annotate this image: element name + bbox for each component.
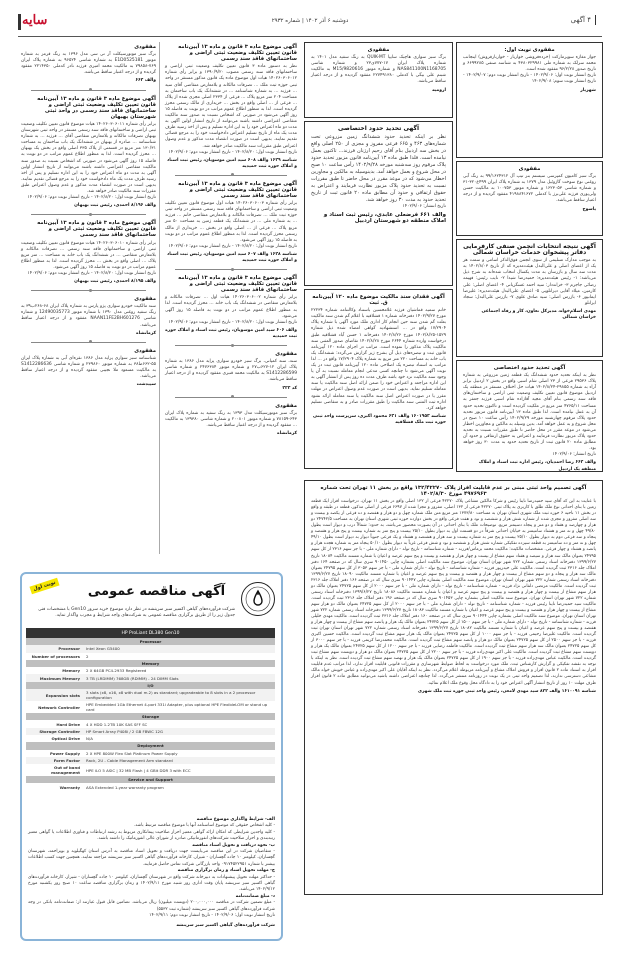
spec-key: Form Factor <box>26 757 84 764</box>
spec-main-header <box>26 628 275 638</box>
spec-value: Intel Xeon G5400 <box>84 645 275 652</box>
spec-group-header <box>26 682 275 689</box>
tender-conditions <box>28 817 275 929</box>
column-4 <box>18 42 160 554</box>
notice-signature: شناسه ۱۶۰۱۹۵۳ والف ۶۳۱ محمود اکبری، سرپرست واحد ثبتی حوزه ثبت ملک قشلاقیه <box>312 413 446 425</box>
spec-key: Hard Drive <box>56 721 80 727</box>
condition-line: - کلیه واجدین شرایطی که امکان ارائه گواهی معتبر احراز صلاحیت پیمانکاری مربوط به رشته ارتباطات و فناوری اطلاعات یا گواهی معتبر رتبه‌بندی و احراز صلاحیت شرکت‌های انفورماتیکی صادره از شورای عالی انفورماتیک را داشته باشند. <box>28 829 275 842</box>
section-divider <box>595 15 596 25</box>
spec-key: Memory <box>62 668 80 674</box>
notice-dates: تاریخ انتشار نوبت اول: ۱۴۰۲/۹/۰۶ - تاریخ انتشار نوبت دوم: ۱۴۰۲/۹/۰۷ - تاریخ انتشار نوبت سوم: ۱۴۰۲/۹/۰۸ <box>463 73 597 85</box>
spec-row <box>26 750 275 757</box>
notice-dates: تاریخ انتشار نوبت اول: ۱۴۰۲/۸/۲۰ - تاریخ انتشار نوبت دوم: ۱۴۰۲/۹/۰۶ <box>168 319 297 325</box>
spec-row <box>26 783 275 790</box>
notice-behbahan-2 <box>21 220 156 285</box>
notice-body: به موجب مدارک تسلیمی از سوی انجمن فوق‌الذکر اسامی و سمت هر یک از اعضای اصلی و علی‌البدل هیئت‌مدیره که از تاریخ ۱۴۰۲/۸/۰۳ به مدت سه سال و بازرسان به مدت یکسال انتخاب شده‌اند به شرح ذیل می‌باشد: ۱- رئیس هیئت‌مدیره: حمیدرضا شیدا ۲- نایب رئیس: فهیمه رضائی جاجرم ۳- خزانه‌دار: سید احمد عسگریانی ۴- اعضای اصلی: علی کارمین، میلاد آقایی دیزانلویی ۵- اعضای علی‌البدل هیئت‌مدیره: علیرضا ایمانپور ۶- بازرس اصلی: سید صادق علوی ۷- بازرس علی‌البدل: سجاد ایزانلو <box>463 258 597 306</box>
spec-value: 4 X HDD 1.2TB 10K SAS SFF SC <box>86 721 148 727</box>
separator <box>31 290 146 291</box>
notice-boundary-2 <box>304 121 453 286</box>
notice-body: با عنایت به این که آقای سید حمیدرضا ناینا رئیس و شرکا مالکین مشاعی پلاک ۴۲۲۷۰ فرعی از ۱۳۲ اصلی واقع در بخش ۱۱ تهران، درخواست افراز ایک قطعه زمین با بنای احداثی نوع ملک طلق با کاربری به پلاک ثبتی ۴۲۲۷۰ فرعی از ۱۳۲ اصلی، مفروز و مجزا شده از ۶۶۹۷ فرعی از اصلی مذکور، قطعه در طبقه و واقع در بخش ۱۱ ناحیه ۶ حوزه ثبت ملک شهری استان تهران به مساحت ۱۳۷۳/۸۰ متر مربع متن ملک شماره چهل و دو هزار و هفتصد و ده فرعی از یکصد و بیست و سه اصلی مفروز و مجزی شده از شماره شش هزار و ششصد و نود و هفت فرعی واقع در بخش دوازده حوزه ثبتی شهری استان تهران به مساحت ۲۴۷۴۲/۵ دو هزار و چهارصد و هفتاد و دو متر و پنجاه دسیمتر مربع. توضیحات ملک با بنای احداثی در آن بصورت محصور می‌باشد، به حدود: شمالاً درب و دیوار است بطول ۴۹/۸۰ چهل و نه متر و هشتاد سانتیمتر به خیابان احداثی شرقاً در دو قسمت اول به دیوار بطول ۲۵/۱۰ بیست و پنج متر به شماره بیست و پنج هزار و هفتصد و پنجاه و سه فرعی دوم به دیوار بطول ۲۵/۱۰ بیست و پنج متر به شماره بیست و سه هزار و هشتصد و هشتاد و یک فرعی جنوباً دیوار به دیوار است بطول ۴۹/۱۰ چهل و نه متر و ده سانتیمتر به قطعه سیزده تفکیکی شماره شش هزار و ششصد و نود و شش فرعی غرباً به دیوار بطول ۵۰/۱۰ پنجاه متر به شماره هجده هزار و پانصد و هشتاد و چهار فرعی. مشخصات مالکیت: مالکیت محمد برماس/فرزند - شماره شناسنامه - تاریخ تولد - دارای شماره ملی - با جز سهم ۲۳۱۶ از کل سهم ۲۴۷۹۵ بعنوان مالک سه هزار و سیصد و هفتاد سهم مشاع از بیست و چهار هزار و هفتصد و بیست و پنج سهم عرصه و اعیان با شماره مستند مالکیت ۱۸۰۸۴ تاریخ ۱۳۹۹/۶/۲۷ دفترخانه اسناد رسمی شماره ۷۲۲ شهر تهران استان تهران، موضوع سند مالکیت اصلی بشماره چاپی ۹۰۱۴۵۰ سری سال که در صفحه ۱۶۴ دفتر املاک جلد ۲۳۱۶ ثبت گردیده است. مالکیت علی حیدرپور فرزند - شماره شناسنامه - تاریخ تولد - دارای شماره ملی - با جز سهم ۳۰۵۳ از کل سهم ۲۴۷۹۵ بعنوان مالک سه هزار و پنجاه و دو سهم مشاع از بیست و چهار هزار و هفتصد و بیست و پنج سهم عرصه و اعیان با شماره مستند مالکیت ۱۸۰۹۰ تاریخ ۱۳۹۹/۶/۲۷ دفترخانه اسناد رسمی شماره ۷۲۲ شهر تهران استان تهران، موضوع سند مالکیت اصلی بشماره چاپی ۹۰۱۴۴۷ سری سال که در صفحه ۱۶۶ دفتر املاک جلد ۲۳۱۶ ثبت گردیده است. مالکیت مرتضی دلفانی نژاد فرزند - شماره شناسنامه - تاریخ تولد - دارای شماره ملی - با جز سهم ۲۰۰۰ از کل سهم ۲۴۷۲۵ بعنوان مالک دو هزار سهم مشاع از بیست و چهار هزار و هفتصد و بیست و پنج سهم عرصه و اعیان با شماره مستند مالکیت ۱۸۰۸۶ تاریخ ۱۳۹۹/۶/۲۷ دفترخانه اسناد رسمی شماره ۷۲۲ شهر تهران استان تهران، موضوع سند مالکیت اصلی بشماره چاپی ۹۰۱۴۵۳ سری سال که در صفحه ۱۹۶ دفتر املاک جلد ۲۳۱۶ ثبت گردیده است. مالکیت سید حمیدرضا ناینا رئیس فرزند - شماره شناسنامه - تاریخ تولد - دارای شماره ملی - با جز سهم ۲۰۰۰ از کل سهم ۲۴۷۲۵ بعنوان مالک دو هزار سهم مشاع از بیست و چهار هزار و هفتصد و بیست و پنج سهم عرصه و اعیان با شماره مستند مالکیت ۱۸۰۸۳ تاریخ ۱۳۹۹/۶/۲۷ دفترخانه اسناد رسمی شماره ۷۲۲ شهر تهران استان تهران، موضوع سند مالکیت اصلی بشماره چاپی ۹۰۱۴۴۴ سری سال که در صفحه ۱۶۰ دفتر املاک جلد ۲۳۱۶ ثبت گردیده است. مالکیت مهدی خلیلی فرزند - شماره شناسنامه - تاریخ تولد - دارای شماره ملی - با جز سهم ۱۵۰۰ از کل سهم ۲۴۷۲۵ بعنوان مالک یک هزار و پانصد سهم مشاع از بیست و چهار هزار و هفتصد و بیست و پنج سهم عرصه و اعیان با شماره مستند مالکیت ۱۸۰۸۲ تاریخ ۱۳۹۹/۶/۲۷ دفترخانه اسناد رسمی شماره ۷۲۲ شهر تهران استان تهران ثبت گردیده است. مالکیت علیرضا رحیمی فرزند - با جز سهم ۱۰۰۰ از کل سهم ۲۴۷۲۵ بعنوان مالک یک هزار سهم مشاع ثبت گردیده است. مالکیت حسین اکبری فرزند - با جز سهم ۲۵۰۰ از کل سهم ۲۴۷۲۵ بعنوان مالک دو هزار و پانصد سهم مشاع ثبت گردیده است. مالکیت محمدرضا کریمی فرزند - با جز سهم ۳۰۰۰ از کل سهم ۲۴۷۲۵ بعنوان مالک سه هزار سهم مشاع ثبت گردیده است. مالکیت فاطمه رضایی فرزند - با جز سهم ۱۲۰۰ از کل سهم ۲۴۷۲۵ بعنوان مالک یک هزار و دویست سهم مشاع ثبت گردیده است. مالکیت علی اکبر مهدی‌زاده فرزند - با جز سهم ۲۲۰۰ از کل سهم ۲۴۷۲۵ بعنوان مالک دو هزار و دویست سهم مشاع ثبت گردیده است. مالکیت عباس مهدی‌زاده فرزند - با جز سهم ۱۹۰۰ از کل سهم ۲۴۷۲۵ بعنوان مالک یک هزار و نهصد سهم مشاع ثبت گردیده است. نظر به اینکه با توجه به نقشه تفکیکی و گزارش کارشناس ثبت، ملک مورد درخواست به لحاظ ضوابط شهرسازی و مقررات قانونی قابلیت افراز ندارد، لذا مراتب عدم قابلیت افراز به استناد ماده ۲ قانون افراز و فروش املاک مشاع و آیین‌نامه مربوطه اعلام می‌گردد. نظر به اینکه آقایان علی اکبر مهدی‌زاده و عباس خویش خواه مالک مشاعی دسترسی ندارند، لذا تصمیم واحد ثبتی در یک نوبت در روزنامه منتشر می‌گردد. لذا چنانچه اعتراضی داشته باشید می‌توانید مطابق ماده ۲ قانون افراز ظرف مهلت ۱۰ روز از تاریخ انتشار آگهی اعتراض خود را به دادگاه محل وقوع ملک اعلام نمائید. <box>311 499 597 686</box>
spec-title: HP ProLiant DL380 Gen10 <box>26 628 275 638</box>
notice-title: آگهی نتیجه انتخابات انجمن صنفی کارفرمایی دفاتر پیشخوان خدمات خراسان شمالی <box>463 243 596 257</box>
notice-title: مفقودی نوبت اول: <box>504 47 555 53</box>
notice-signature: والف ۶۰۶ سید امین موسویان، رئیس ثبت اسناد و املاک حوزه ثبت حمیدیه <box>165 327 297 339</box>
notice-title: مفقودی <box>275 402 297 409</box>
separator <box>31 342 146 343</box>
section-label <box>571 15 596 25</box>
spec-key: Network Controller <box>38 704 80 710</box>
spec-group-header <box>26 776 275 783</box>
notice-dates: تاریخ انتشار: ۱۴۰۲/۹/۰۶ <box>552 452 596 458</box>
spec-key: Storage Controller <box>26 728 84 735</box>
spec-key: Warranty <box>59 784 80 790</box>
notice-lost-peugeot-doc <box>21 296 156 337</box>
notice-signature: والف ۶۶۱ فرضعلی عابدی، رئیس ثبت اسناد و املاک منطقه دو شهرستان اردبیل <box>323 212 446 225</box>
condition-heading: الف- شرایط واگذاری موضوع مناقصه <box>196 817 275 822</box>
notice-title: مفقودی <box>275 351 297 358</box>
notice-lost-pride-doc <box>165 351 297 392</box>
column-1 <box>456 42 603 472</box>
spec-value: HPE Embedded 1Gb Ethernet 4-port 331i Adapter, plus optional HPE FlexibleLOM or stand up card <box>86 702 268 713</box>
notice-signature: کرمانشاه <box>135 330 156 336</box>
spec-key: Optical Drive <box>51 736 80 742</box>
newspaper-logo: سایه <box>22 13 48 28</box>
notice-lost-truck-doc <box>456 161 603 236</box>
condition-line: - حداکثر مهلت تحویل پیشنهادات به دبیرخانه شرکت واقع در شهرستان گچساران، کیلومتر ۱۰ جاده گچساران - شیراز، کارخانه فرآورده‌های گیاهی اکسیر سبز سرینشه پایان وقت اداری روز شنبه مورخ ۱۴۰۲/۹/۱۱ و زمان برگزاری مناقصه ساعت ۱۰ صبح روز یکشنبه مورخ ۱۴۰۲/۹/۱۲ می‌باشد. <box>28 874 276 893</box>
spec-value: ASA Extended 1-year warranty program <box>86 784 164 790</box>
page-number: ۴ <box>587 16 591 24</box>
spec-key: Expansion slots <box>26 689 84 701</box>
issue-date: دوشنبه ۶ آذر ۱۴۰۲ | شماره ۲۹۳۲ <box>271 18 349 24</box>
condition-line: - کلیه اشخاص حقوقی که موضوع اساسنامه آنها با موضوع مناقصه مرتبط باشد. <box>133 823 275 829</box>
notice-signature: شناسه ۱۶۱۰۰۹۱ والف ۸۳۳ سید مهدی لامعی، رئیس واحد ثبتی حوزه ثبت ملک شهری <box>418 688 596 694</box>
first-round-badge: نوبت اول <box>29 578 59 595</box>
spec-row <box>26 720 275 727</box>
notice-boundary-1 <box>456 360 603 472</box>
spec-row <box>26 645 275 652</box>
notice-body: برگ سبز کامیون کمپرسی سیستم بنز تیپ آل ۹۹/۱۶۲۴۳۱۲ به رنگ آبی روغنی نوع سوخت گازوئیل مدل ۱۳۷۹ به شماره پلاک ایران ۴۹۹ع۳۲۰-۳۱ و شماره شاسی ۱۶۲۳۰۵۳ و شماره موتور ۱۰۰۷۵۳ به مالکیت حسن ولی‌پوری فرزند علی‌برز با کدملی ۴۱۹۸۸۴۱۶۷۲ مفقود گردیده و از درجه اعتبار ساقط می‌باشد. <box>463 174 596 204</box>
notice-signature: والف ۸/۱۹۵ احمدی، رئیس ثبت بهبهان <box>74 279 156 285</box>
spec-group-header <box>26 742 275 749</box>
spec-row <box>26 674 275 681</box>
notice-lost-deed <box>304 289 453 469</box>
spec-value: N/A <box>86 736 93 742</box>
notice-signature: کد ۲۲۲ <box>282 385 297 391</box>
notice-body: برابر رأی شماره ۱۴۰۲۶۰۳۰۶۰۰۳ هیات اول موضوع قانون تعیین تکلیف وضعیت ثبتی اراضی و ساختمانهای فاقد سند رسمی مستقر در واحد ثبتی حوزه ثبت ملک … تصرفات مالکانه و بلامعارض متقاضی خانم … فرزند … به شماره ملی … در ششدانگ یک قطعه زمین به مساحت ۵۰ متر مربع پلاک … فرعی از … اصلی واقع در بخش … خریداری از مالک رسمی محرز گردیده است. لذا به منظور اطلاع عموم مراتب در دو نوبت به فاصله ۱۵ روز آگهی می‌شود. <box>165 201 297 243</box>
separator <box>175 397 287 398</box>
spec-row <box>26 728 275 735</box>
spec-row <box>26 653 275 660</box>
page-header <box>0 0 620 40</box>
spec-group-name: Processor <box>26 638 275 645</box>
notice-signature: کرمانشاه <box>276 430 297 436</box>
spec-row <box>26 667 275 674</box>
condition-line: - متقاضیان شرکت در این مناقصه می‌بایست جهت دریافت و تحویل اسناد مناقصه به آدرس استان کهگیلویه و بویراحمد، شهرستان گچساران، کیلومتر ۱۰ جاده گچساران - شیراز، کارخانه فرآورده‌های گیاهی اکسیر سبز سرینشه مراجعه نمایند. همچنین جهت کسب اطلاعات بیشتر با شماره ۰۹۱۷۴۵۲۲۹۵۱ واحد بازرگانی شرکت تماس حاصل فرمایند. <box>28 849 275 867</box>
notice-lost-pride-doc-2 <box>21 348 156 389</box>
notice-title: مفقودی <box>367 47 390 53</box>
notice-title: آگهی تحدید حدود اختصاصی <box>337 125 420 132</box>
notice-title: آگهی موضوع ماده ۳ قانون و ماده ۱۳ آیین‌نامه قانون تعیین تکلیف وضعیت ثبتی اراضی و ساختمانهای فاقد سند رسمی <box>178 180 297 200</box>
notice-signature: ارومیه <box>432 87 446 93</box>
spec-value: 3 TB (LRDIMM) 768GB (RDIMM) - 24 DIMM Slots <box>84 674 275 681</box>
notice-signature: مهدی اسلام‌خواه، مدیرکل تعاون، کار و رفاه اجتماعی خراسان شمالی <box>481 308 596 321</box>
spec-value: 2 X HPE 800W Flex Slot Platinum Power Supply <box>86 750 178 756</box>
company-emblem-icon <box>241 582 275 616</box>
header-rule <box>18 36 602 37</box>
drop-icon <box>245 586 271 612</box>
separator <box>31 214 146 215</box>
notice-signature: سپیدشت <box>136 382 156 388</box>
spec-group-header <box>26 713 275 720</box>
notice-title: آگهی تحدید حدود اختصاصی <box>493 365 566 371</box>
tender-signature: شرکت فرآورده‌های گیاهی اکسیر سبز سرینشه <box>176 922 275 928</box>
notice-land-title-2 <box>165 181 297 264</box>
spec-key: Processor <box>26 645 84 652</box>
spec-value: HPE iLO 5 ASIC | 32 MB Flash | 4 GBit DDR 3 with ECC <box>86 767 191 773</box>
spec-value: 2 X 64GB PC4-2933 Registered <box>86 668 147 674</box>
notice-land-title-3 <box>165 275 297 340</box>
condition-heading: د- مبلغ ضمانت‌نامه <box>235 893 275 899</box>
notice-body: برابر رأی شماره ۱۴۰۲۶۰۳۰۶۰۰۲ هیات اول … تصرفات مالکانه و بلامعارض متقاضی در ششدانگ یک باب خانه … محرز گردیده است. لذا به منظور اطلاع عموم مراتب در دو نوبت به فاصله ۱۵ روز آگهی می‌شود. <box>165 295 298 319</box>
notice-partition-decision <box>304 480 603 895</box>
notice-body: برابر رأی شماره ۱۴۰۲۶۰۳۰۶۰۱۱ هیات موضوع قانون تعیین تکلیف وضعیت ثبتی اراضی و ساختمانهای فاقد سند رسمی مستقر در واحد ثبتی شهرستان بهبهان تصرفات مالکانه و بلامعارض متقاضی آقای … فرزند … به شماره شناسنامه … صادره از بهبهان در ششدانگ یک باب ساختمان به مساحت ۱۳۰/۳۱ متر مربع در قسمتی از پلاک ۳۳۵ اصلی واقع در بخش یک بهبهان … محرز گردیده است. لذا به منظور اطلاع عموم مراتب در دو نوبت به فاصله ۱۵ روز آگهی می‌شود در صورتی که اشخاص نسبت به صدور سند مالکیت متقاضی اعتراضی داشته باشند می‌توانند از تاریخ انتشار اولین آگهی به مدت دو ماه اعتراض خود را به این اداره تسلیم و پس از اخذ رسید ظرف مدت یک ماه دادخواست خود را به مرجع قضائی تقدیم نمایند. بدیهی است در صورت انقضاء مدت مذکور و عدم وصول اعتراض طبق مقررات سند مالکیت صادر خواهد شد. <box>21 121 157 194</box>
notice-body: جواز مغازه سوپرمارکت (خرده‌فروشی خواربار - خواربارفروش) اینجانب محمد سرلک به شماره ملی ۴۳۸۰۳۲۹۹۸۱ به شناسه صنفی ۶۶۹۹۲۸۵ و تاریخ صدور ۹۶/۲/۲۸ مفقود شده است. <box>463 55 596 73</box>
spec-key: Out of band management <box>51 765 80 776</box>
server-spec-table <box>26 628 275 791</box>
notice-behbahan-1 <box>21 96 156 210</box>
notice-signature: شناسه ۱۶۲۹ والف ۶۰۸ سید امین موسویان، رئیس ثبت اسناد و املاک حوزه ثبت حمیدیه <box>166 157 297 169</box>
notice-land-title-1 <box>165 44 297 170</box>
tender-dates: تاریخ انتشار نوبت اول: ۱۴۰۲/۹/۰۶ - تاریخ انتشار نوبت دوم: ۱۴۰۲/۹/۱۱ <box>149 913 275 919</box>
notice-lost-moto-rtc <box>21 44 156 85</box>
spec-row <box>26 764 275 776</box>
notice-signature: یاسوج <box>582 206 596 212</box>
separator <box>175 175 287 176</box>
spec-value: 3 slots (x8, x16, x8 with dual m.2) as standard; upgradeable to 8 slots in a 2 processor configuration <box>84 689 275 701</box>
condition-heading: ب- نحوه دریافت و تحویل اسناد مناقصه <box>192 842 275 848</box>
column-3 <box>162 42 300 554</box>
spec-value: HP Smart Array P408i / 2 GB FBWC 12G <box>84 728 275 735</box>
notice-body: خانم سمیه قماشیان فرزند غلامحسین باستناد وکالتنامه شماره ۲۲۲۳۴ مورخ ۱۴۰۲/۹/۲۷ دفترخانه شماره ۱ قشلاقیه با اعلام گم شدن سند مالکیت بعلت گم شدن سند حین انجام کار اداری ملک مورد آگهی با شماره پلاک ۱۷/۲۹۰۴ واقع در … استشهادیه گواهی امضاء شده ذیل شماره ۱۵۲۹-۱۴۰۲/۸/۲۵ مورخ ۱۴۰۲/۸/۲۶ دفترخانه ۱ حسن آباد قشلاقیه طبق درخواست وارده شماره ۲۶۴۴ مورخ ۱۴۰۲/۸/۲۸ تقاضای صدور المثنی سند مالکیت پلاک مذکور را نموده است. مراتب در اجرای ماده ۱۲۰ آیین‌نامه قانون ثبت و تبصره‌های ذیل آن بشرح زیر گزارش می‌گردد: ششدانگ یک باب خانه به مساحت ۲۲۰ متر مربع به شماره پلاک ۱۷/۲۹۰۴ واقع در … لذا مراتب به استناد تبصره یک اصلاحی ماده ۱۲۰ آیین‌نامه قانون ثبت در یک نوبت آگهی می‌شود تا چنانچه کسی مدعی انجام معامله نسبت به آن یا وجود سند مالکیت نزد خود باشد ظرف مدت ده روز پس از انتشار آگهی به این اداره مراجعه و اعتراض خود را ضمن ارائه اصل سند مالکیت یا سند معامله تسلیم نماید. بدیهی است در صورت عدم وصول اعتراض در مهلت مقرر یا در صورت اعتراض اصل سند مالکیت یا سند معامله ارائه نشود اداره ثبت المثنی سند مالکیت را طبق مقررات صادر و به متقاضی تسلیم خواهد کرد. <box>311 308 446 411</box>
tender-intro: شرکت فرآورده‌های گیاهی اکسیر سبز سرینشه در نظر دارد موضوع خرید سرور Gen10 با مشخصات فنی جدول زیر را از طریق برگزاری مناقصه عمومی به شرکت‌های واجد شرایط و مجرب واگذار نماید. <box>38 607 235 618</box>
spec-group-name: Memory <box>26 660 275 667</box>
notice-signature: والف ۶۶۲ رضا احمدیان، رئیس اداره ثبت اسناد و املاک منطقه یک اردبیل <box>478 460 596 472</box>
spec-group-name: I/O <box>26 682 275 689</box>
notice-signature: شناسه ۱۶۲۸ والف ۶۰۷ سید امین موسویان، رئیس ثبت اسناد و املاک حوزه ثبت حمیدیه <box>166 251 297 263</box>
notice-body: سند، سند کمپانی، برگ سبز خودرو سواری پراید مدل ۱۳۸۶ به شماره پلاک ایران ۱۲-۶۲۷ب۲۷ و شماره موتور ۲۴۷۶۳۸۴ و شماره شاسی S1412286599 به مالکیت محمد قنبری مفقود گردیده و از درجه اعتبار ساقط می‌باشد. <box>165 359 298 383</box>
tender-title: آگهی مناقصه عمومی <box>87 584 226 599</box>
separator <box>175 269 287 270</box>
spec-key: Maximum Memory <box>26 674 84 681</box>
notice-dates: تاریخ انتشار نوبت اول: ۱۴۰۲/۸/۲۰ - تاریخ انتشار نوبت دوم: ۱۴۰۲/۹/۰۶ <box>168 149 297 155</box>
spec-group-name: Deployment <box>26 742 275 749</box>
notice-title: آگهی موضوع ماده ۳ قانون و ماده ۱۳ آیین‌نامه قانون تعیین تکلیف وضعیت ثبتی اراضی و ساختمانهای فاقد سند رسمی <box>178 44 297 63</box>
notice-body: نظر بر اینکه تحدید حدود ششدانگ زمین مزروعی تحت شماره‌های ۴۶۳ و ۶۶۵ فرعی مفروز و مجزی از ۲۵۰ اصلی واقع در بخش سه اردبیل بنام آقای رحیم ارژنان فرزند… تاکنون بعمل نیامده است. فلذا طبق ماده ۱۳ آیین‌نامه قانون مزبور تحدید حدود پلاک مرقوم روز سه‌شنبه مورخه ۱۴۰۲/۹/۲۸ رأس ساعت ۱۰ صبح در محل شروع و بعمل خواهد آمد. بدینوسیله به مالکین و مجاورین اخطار می‌شود که در موعد مقرر در محل حاضر تا طبق مقررات نسبت به تحدید حدود پلاک مزبور نظارت فرمایند و اعتراض به حقوق ارتفاقی و حدود آن مطابق ماده ۲۰ قانون ثبت از تاریخ تحدید حدود به مدت ۳۰ روز خواهد شد. <box>311 134 447 204</box>
notice-body: نظر به اینکه تحدید حدود ششدانگ یک قطعه زمین مزروعی به شماره پلاک ۲۹۵۳۶ فرعی از ۲۳ اصلی شام اسبی واقع در بخش ۲ اردبیل برابر آراء به شماره ۲۹۸۵۵-۱۴۰۲/۸/۲۴ هیات حل اختلاف مستقر در منطقه یک اردبیل موضوع قانون تعیین تکلیف وضعیت ثبتی اراضی و ساختمان‌های فاقد سند رسمی بنام آقای مجید آقازاده شام اسبی فرزند جعفر به مساحت ۴۷۶۵/۱۱ متر مربع در ملکیت گردیده است و تاکنون تحدید حدود آن به عمل نیامده است. لذا طبق ماده ۱۳ آیین‌نامه قانون مزبور تحدید حدود پلاک مرقوم چهارشنبه مورخه ۱۴۰۲/۹/۲۹ رأس ساعت ۱۰ صبح در محل شروع و به عمل خواهد آمد. بدین وسیله به مالکین و مجاورین اخطار می‌شود در موعد مقرر در محل حاضر تا طبق مقررات نسبت به تحدید حدود پلاک مزبور نظارت فرمایند و اعتراض به حقوق ارتفاقی و حدود آن مطابق ماده ۲۰ قانون ثبت از تاریخ تحدید حدود به مدت ۳۰ روز خواهد بود. <box>463 373 597 452</box>
spec-row <box>26 757 275 764</box>
notice-body: برگ سبز موتورسیکلت مدل ۱۳۹۳ به رنگ سفید به شماره پلاک ایران ۶۴۳-۷۸۱۵۹ و شماره موتور ۲۰۰۸۰۱ و شماره شاسی ۱۳۹۳۸۰ به مالکیت … مفقود گردیده و از درجه اعتبار ساقط می‌باشد. <box>165 410 297 428</box>
notice-lost-car-doc <box>304 42 453 118</box>
spec-key: Number of processors <box>31 653 80 659</box>
notice-title: آگهی موضوع ماده ۳ قانون و ماده ۱۳ آیین‌نامه قانون تعیین تکلیف وضعیت ثبتی اراضی و ساختمانهای فاقد سند رسمی در واحد ثبتی شهرستان بهبهان <box>37 95 156 120</box>
spec-group-header <box>26 660 275 667</box>
spec-group-name: Storage <box>26 713 275 720</box>
notice-title: مفقودی <box>134 347 156 354</box>
notice-body: برابر رأی شماره ۱۴۰۲۶۰۳۰۶۰۱۰ هیات موضوع قانون تعیین تکلیف وضعیت ثبتی اراضی و ساختمانهای فاقد سند رسمی … تصرفات مالکانه و بلامعارض متقاضی … در ششدانگ یک باب خانه به مساحت … متر مربع پلاک … اصلی واقع در بخش … محرز گردیده است. لذا به منظور اطلاع عموم مراتب در دو نوبت به فاصله ۱۵ روز آگهی می‌شود. <box>21 240 157 270</box>
spec-row <box>26 735 275 742</box>
notice-title: مفقودی <box>134 44 156 50</box>
spec-value: 2 <box>86 653 89 659</box>
condition-heading: ج- مهلت تحویل اسناد و زمان برگزاری مناقصه <box>177 868 275 874</box>
notice-body: برگ سبز موتورسیکلت آر تی سی مدل ۱۳۹۶ به رنگ قرمز به شماره موتور E1D0525181 به شماره شاسی ۹۶۵۲۴ به شماره پلاک ایران ۷۶۹-۷۹۸۵۸ به مالکیت محمد امیری فرزند نادر کدملی ۲۲۱۴۳۵۰ مفقود گردیده و از درجه اعتبار ساقط می‌باشد. <box>21 52 156 76</box>
notice-signature: والف ۶۶۲ <box>135 78 156 84</box>
spec-value: Rack, 2U - Cable Management Arm standard <box>84 757 275 764</box>
notice-dates: تاریخ انتشار نوبت اول: ۱۴۰۲/۸/۲۰ - تاریخ انتشار نوبت دوم: ۱۴۰۲/۹/۰۶ <box>27 271 156 276</box>
spec-key: Power Supply <box>49 750 80 756</box>
separator <box>31 90 146 91</box>
spec-row <box>26 689 275 701</box>
notice-title: مفقودی <box>134 296 156 303</box>
notice-dates: تاریخ انتشار: ۱۴۰۲/۹/۰۶ <box>402 204 446 210</box>
notice-dates: تاریخ انتشار نوبت اول: ۱۴۰۲/۸/۲۰ - تاریخ انتشار نوبت دوم: ۱۴۰۲/۹/۰۶ <box>168 243 297 249</box>
notice-title: آگهی فقدان سند مالکیت موضوع ماده ۱۲۰ آیین‌نامه ق. ثبت <box>312 294 445 307</box>
spec-group-header <box>26 638 275 645</box>
notice-body: سند مالکیت خودرو سواری پژو پارس به شماره پلاک ایران ۶۸-۲۶۸ب۳۹ به رنگ سفید روغنی مدل ۱۳۹۰ با شماره موتور 12490035773 و شماره شاسی NAAN11FE2BH601276 مفقود و از درجه اعتبار ساقط می‌باشد. <box>21 304 156 328</box>
notice-election-result <box>456 239 603 357</box>
notice-body: برگ سبز سواری هاچبک سایپا QUIK-MT به رنگ سفید مدل ۱۴۰۱ به شماره پلاک ایران ۱۷-۷۷۷ی۲۳ و شماره شاسی NAS841100N1168705 و شماره موتور M15/9820616 به مالکیت شبنم علی بیگی با کدملی ۲۲۷۴۹۱۳۸۰ مفقود گردیده و از درجه اعتبار ساقط می‌باشد. <box>311 55 446 85</box>
notice-title: آگهی موضوع ماده ۳ قانون و ماده ۱۳ آیین‌نامه قانون تعیین تکلیف وضعیت ثبتی اراضی و ساختمانهای فاقد سند رسمی <box>37 220 156 239</box>
condition-line: - مبلغ تضمین شرکت در مناقصه ۲۰۰,۰۰۰,۰۰۰ (دویست میلیون) ریال می‌باشد. تضامین قابل قبول عبارتند از: ضمانت‌نامه بانکی در وجه شرکت فرآورده‌های گیاهی اکسیر سبز سرینشه (شماره ثبت ۵۵۳۲) <box>28 900 275 912</box>
tender-ad <box>20 572 283 941</box>
notice-signature: والف ۸/۱۹۶ احمدی، رئیس ثبت بهبهان <box>74 203 156 209</box>
notice-title: آگهی تصمیم واحد ثبتی مبنی بر عدم قابلیت افراز پلاک ۱۳۲/۴۲۲۷۰ واقع در بخش ۱۱ تهران تحت شماره ۴۹۷۶۹۶۳ مورخ ۱۴۰۲/۸/۳۰ <box>320 485 587 498</box>
separator <box>175 345 287 346</box>
spec-row <box>26 701 275 713</box>
notice-title: آگهی موضوع ماده ۳ قانون و ماده ۱۳ آیین‌نامه قانون تعیین تکلیف وضعیت ثبتی اراضی و ساختمانهای فاقد سند رسمی <box>178 275 297 294</box>
notice-signature: شهریار <box>580 87 596 93</box>
notice-title: مفقودی <box>518 166 541 172</box>
column-2 <box>304 42 453 472</box>
spec-group-name: Service and Support <box>26 776 275 783</box>
section-title: آگهی <box>570 16 585 24</box>
notice-lost-permit <box>456 42 603 158</box>
notice-dates: تاریخ انتشار نوبت اول: ۱۴۰۲/۸/۲۰ - تاریخ انتشار نوبت دوم: ۱۴۰۲/۹/۰۶ <box>27 195 156 201</box>
notice-body: شناسنامه سبز سواری پراید مدل ۱۳۸۶ نقره‌ای آبی به شماره پلاک ایران ۵۵-۶۶۲ط۳۸ به شماره موتور ۲۳۹۸۶۰ و شماره شاسی S1412286636 به مالکیت مسعود ملا نجیبی مفقود گردیده و از درجه اعتبار ساقط می‌باشد. <box>21 355 156 380</box>
notice-lost-motorcycle-doc <box>165 403 297 437</box>
notice-body: نظر به دستور ماده ۳ قانون تعیین تکلیف وضعیت ثبتی اراضی و ساختمانهای فاقد سند رسمی مصوب ۱۳۹۰/۹/۲۰ و برابر رأی شماره ۱۴۰۲۶۰۳۰۶۰۱۲ هیات اول موضوع ماده یک قانون مذکور مستقر در واحد ثبتی حوزه ثبت ملک … تصرفات مالکانه و بلامعارض متقاضی آقای سید … فرزند … به شماره شناسنامه … در ششدانگ یک باب ساختمان به مساحت ۲۰۴ متر مربع پلاک … فرعی از ۲۳۳۴ اصلی مجزی شده از پلاک … فرعی از … اصلی واقع در بخش … خریداری از مالک رسمی محرز گردیده است. لذا به منظور اطلاع عموم مراتب در دو نوبت به فاصله ۱۵ روز آگهی می‌شود در صورتی که اشخاص نسبت به صدور سند مالکیت متقاضی اعتراضی داشته باشند می‌توانند از تاریخ انتشار اولین آگهی به مدت دو ماه اعتراض خود را به این اداره تسلیم و پس از اخذ رسید ظرف مدت یک ماه از تاریخ تسلیم اعتراض دادخواست خود را به مرجع قضائی تقدیم نمایند. بدیهی است در صورت انقضاء مدت مذکور و عدم وصول اعتراض طبق مقررات سند مالکیت صادر خواهد شد. <box>165 64 297 149</box>
